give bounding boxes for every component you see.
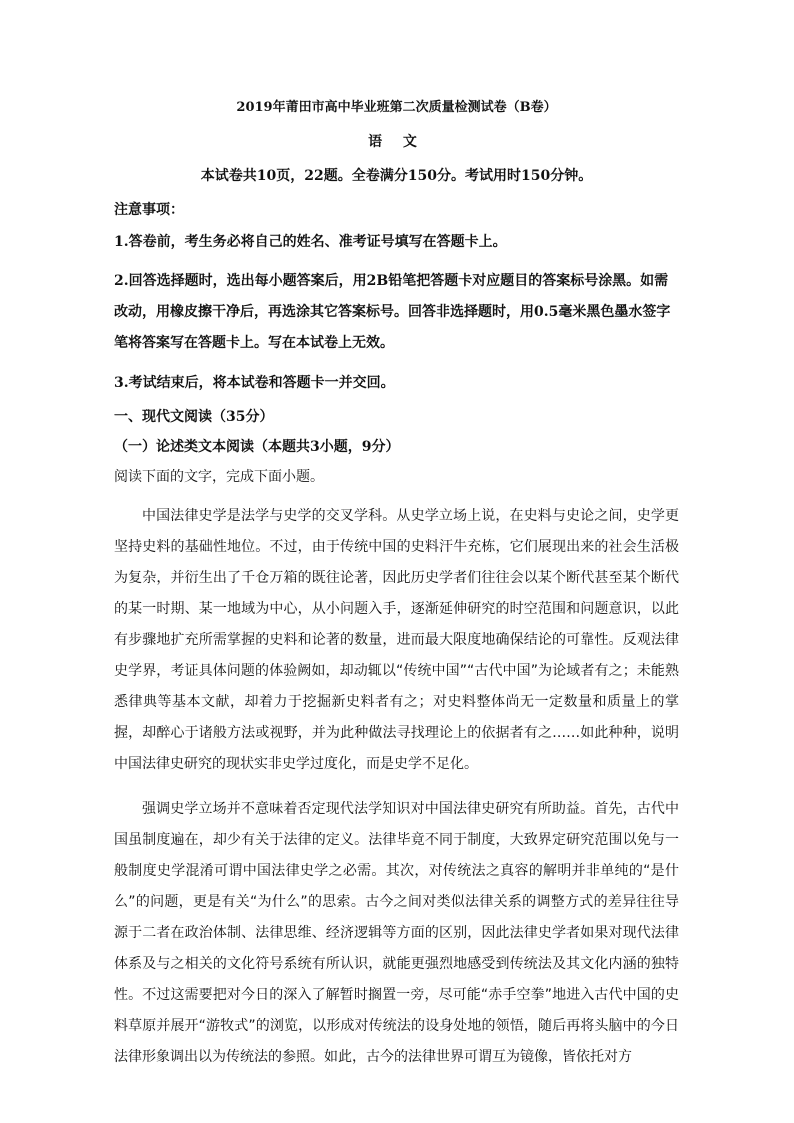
note-item-3: 3.考试结束后，将本试卷和答题卡一并交回。 xyxy=(114,375,395,391)
note-item-2: 2.回答选择题时，选出每小题答案后，用2B铅笔把答题卡对应题目的答案标号涂黑。如需改动，用橡皮擦干净后，再选涂其它答案标号。回答非选择题时，用0.5毫米黑色墨水签字笔将答案写在答题卡上。写在本试卷上无效。 xyxy=(114,273,671,351)
subsection-heading: （一）论述类文本阅读（本题共3小题，9分） xyxy=(114,439,400,455)
reading-instruction: 阅读下面的文字，完成下面小题。 xyxy=(114,469,324,485)
paragraph-1: 中国法律史学是法学与史学的交叉学科。从史学立场上说，在史料与史论之间，史学更坚持史料的基础性地位。不过，由于传统中国的史料汗牛充栋，它们展现出来的社会生活极为复杂，并衍生出了千仓万箱的既往论著，因此历史学者们往往会以某个断代甚至某个断代的某一时期、某一地域为中心，从小问题入手，逐渐延伸研究的时空范围和问题意识，以此有步骤地扩充所需掌握的史料和论著的数量，进而最大限度地确保结论的可靠性。反观法律史学界，考证具体问题的体验阙如，却动辄以“传统中国”“古代中国”为论域者有之；未能熟悉律典等基本文献，却着力于挖掘新史料者有之；对史料整体尚无一定数量和质量上的掌握，却醉心于诸般方法或视野，并为此种做法寻找理论上的依据者有之……如此种种，说明中国法律史研究的现状实非史学过度化，而是史学不足化。 xyxy=(114,508,679,772)
notes-heading: 注意事项： xyxy=(114,202,184,218)
exam-title: 2019年莆田市高中毕业班第二次质量检测试卷（B卷） xyxy=(236,100,557,115)
exam-info: 本试卷共10页，22题。全卷满分150分。考试用时150分钟。 xyxy=(200,168,593,184)
subject-title: 语 文 xyxy=(368,134,425,150)
paragraph-2: 强调史学立场并不意味着否定现代法学知识对中国法律史研究有所助益。首先，古代中国虽制度遍在，却少有关于法律的定义。法律毕竟不同于制度，大致界定研究范围以免与一般制度史学混淆可谓中国法律史学之必需。其次，对传统法之真容的解明并非单纯的“是什么”的问题，更是有关“为什么”的思索。古今之间对类似法律关系的调整方式的差异往往导源于二者在政治体制、法律思维、经济逻辑等方面的区别，因此法律史学者如果对现代法律体系及与之相关的文化符号系统有所认识，就能更强烈地感受到传统法及其文化内涵的独特性。不过这需要把对今日的深入了解暂时搁置一旁，尽可能“赤手空拳”地进入古代中国的史料草原并展开“游牧式”的浏览，以形成对传统法的设身处地的领悟，随后再将头脑中的今日法律形象调出以为传统法的参照。如此，古今的法律世界可谓互为镜像，皆依托对方 xyxy=(114,801,679,1065)
section-heading: 一、现代文阅读（35分） xyxy=(114,409,274,425)
exam-page xyxy=(114,98,679,1087)
note-item-1: 1.答卷前，考生务必将自己的姓名、准考证号填写在答题卡上。 xyxy=(114,234,507,250)
